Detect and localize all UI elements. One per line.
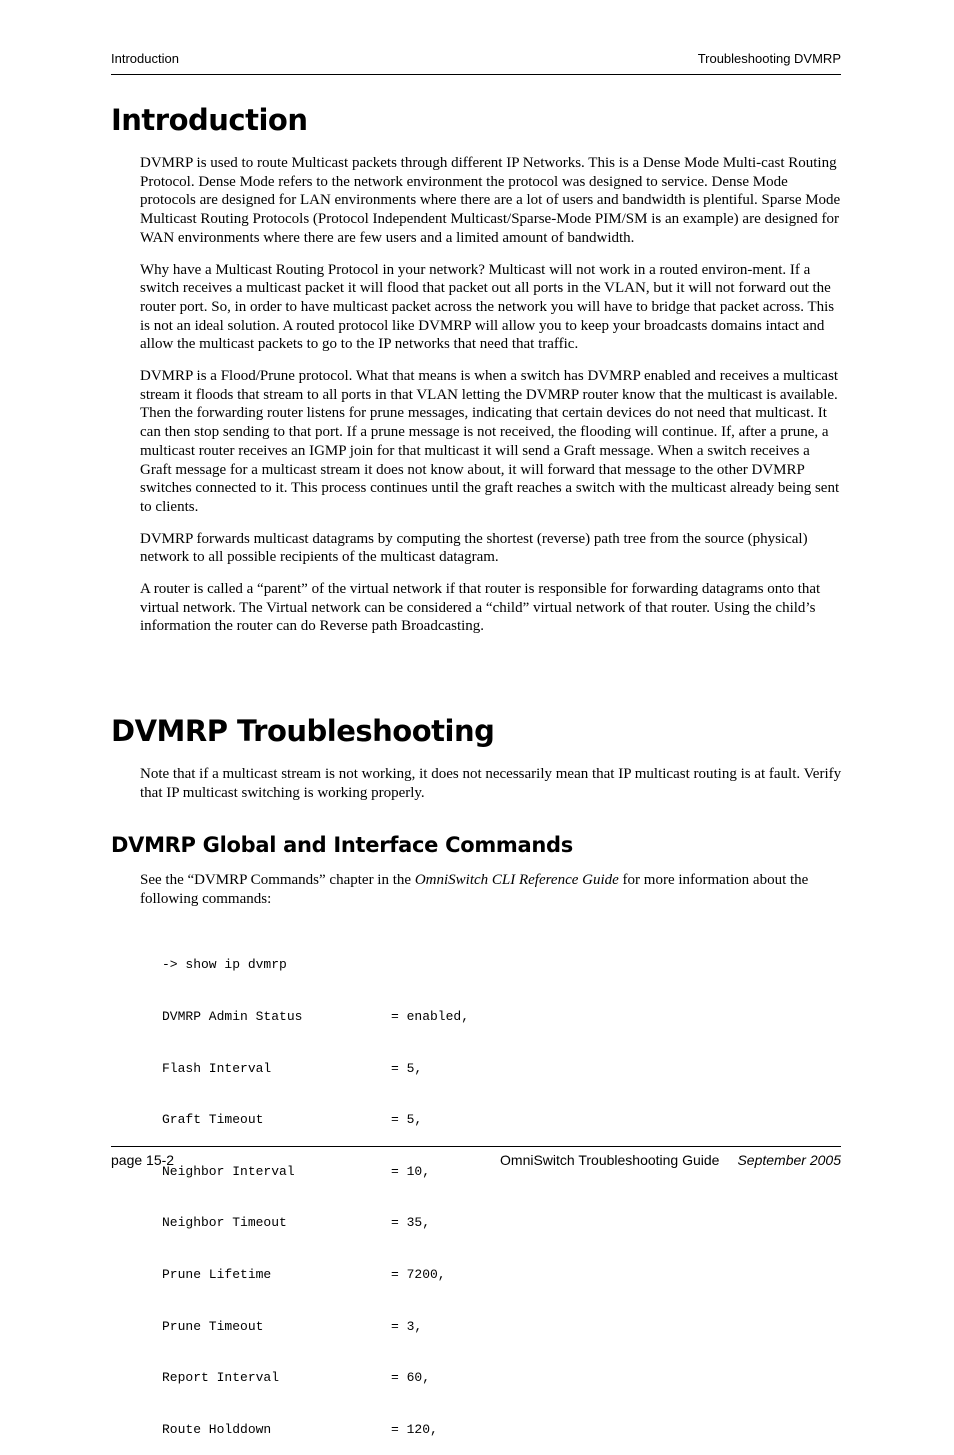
header-chapter-name: Troubleshooting DVMRP	[697, 51, 841, 66]
cli-value: = 35,	[391, 1215, 431, 1231]
intro-paragraph-3: DVMRP is a Flood/Prune protocol. What that means is when a switch has DVMRP enabled and receives a multicast stream it floods that stream to all ports in that VLAN letting the DVMRP router know that the multicast is available. Then the forwarding router listens for prune messages, indicating that certain devices do not need that multicast. It can then stop sending to that port. If a prune message is not received, the flooding will continue. If, after a prune, a multicast router receives an IGMP join for that multicast it will send a Graft message. When a switch receives a Graft message for a multicast stream it does not know about, it will forward that message to the other DVMRP switches connected to it. This process continues until the graft reaches a switch with the multicast already being sent to clients.	[140, 368, 840, 515]
publication-date: September 2005	[737, 1152, 841, 1168]
cli-output-row	[162, 1421, 469, 1438]
footer-publication	[500, 1152, 841, 1168]
page-number: page 15-2	[111, 1152, 175, 1168]
commands-intro-text-before: See the “DVMRP Commands” chapter in the	[140, 872, 415, 888]
intro-paragraph-1: DVMRP is used to route Multicast packets through different IP Networks. This is a Dense Mode Multi-cast Routing Protocol. Dense Mode refers to the network environment the protocol was designed to service. Dense Mode protocols are designed for LAN environments where there are a lot of users and bandwidth is plentiful. Sparse Mode Multicast Routing Protocols (Protocol Independent Multicast/Sparse-Mode PIM/SM is an example) are designed for WAN environments where there are few users and a limited amount of bandwidth.	[140, 155, 841, 246]
cli-value: = 3,	[391, 1318, 423, 1334]
cli-output-row	[162, 1214, 469, 1231]
cli-value: = 5,	[391, 1112, 423, 1128]
cli-value: = 120,	[391, 1421, 438, 1437]
commands-intro-text-after: for more information about the following commands:	[140, 872, 809, 907]
cli-value: = 7200,	[391, 1266, 446, 1282]
intro-paragraph-4: DVMRP forwards multicast datagrams by computing the shortest (reverse) path tree from the source (physical) network to all possible recipients of the multicast datagram.	[140, 530, 808, 566]
troubleshooting-paragraph: Note that if a multicast stream is not working, it does not necessarily mean that IP multicast routing is at fault. Verify that IP multicast switching is working properly.	[140, 766, 842, 801]
cli-output-row	[162, 1008, 469, 1025]
intro-paragraph-2: Why have a Multicast Routing Protocol in your network? Multicast will not work in a routed environ-ment. If a switch receives a multicast packet it will flood that packet out all ports in the VLAN, but it will not forward out the router port. So, in order to have multicast packet across the network you will have to bridge that packet across. This is not an ideal solution. A routed protocol like DVMRP will allow you to keep your broadcasts domains intact and allow the multicast packets to go to the IP networks that need that traffic.	[140, 261, 835, 353]
commands-intro	[140, 871, 842, 921]
cli-reference-guide-title: OmniSwitch CLI Reference Guide	[414, 872, 619, 888]
cli-output-block	[162, 922, 469, 1455]
dvmrp-troubleshooting-heading: DVMRP Troubleshooting	[111, 714, 495, 748]
page-footer	[111, 1146, 841, 1169]
troubleshooting-body	[140, 765, 842, 815]
cli-key: Graft Timeout	[162, 1112, 264, 1128]
header-section-name: Introduction	[111, 51, 179, 66]
guide-title: OmniSwitch Troubleshooting Guide	[500, 1152, 720, 1168]
cli-output-row	[162, 1060, 469, 1077]
introduction-body	[140, 154, 842, 649]
cli-value: = 60,	[391, 1370, 431, 1386]
page-header	[111, 51, 841, 75]
cli-value: = 5,	[391, 1060, 423, 1076]
cli-key: Prune Lifetime	[162, 1266, 272, 1282]
cli-key: Flash Interval	[162, 1060, 272, 1076]
cli-output-row	[162, 1369, 469, 1386]
cli-key: Route Holddown	[162, 1421, 272, 1437]
cli-key: Neighbor Interval	[162, 1163, 295, 1179]
cli-key: DVMRP Admin Status	[162, 1009, 303, 1024]
introduction-heading: Introduction	[111, 103, 308, 137]
cli-value: = enabled,	[391, 1009, 470, 1024]
cli-key: Neighbor Timeout	[162, 1215, 287, 1231]
cli-output-row	[162, 1318, 469, 1335]
intro-paragraph-5: A router is called a “parent” of the virtual network if that router is responsible for forwarding datagrams onto that virtual network. The Virtual network can be considered a “child” virtual network of that router. Using the child’s information the router can do Reverse path Broadcasting.	[140, 581, 821, 635]
cli-output-row	[162, 1266, 469, 1283]
cli-output-row	[162, 1111, 469, 1128]
cli-value: = 10,	[391, 1163, 431, 1179]
commands-intro-paragraph	[140, 871, 842, 908]
cli-key: Prune Timeout	[162, 1318, 264, 1334]
cli-prompt: -> show ip dvmrp	[162, 957, 287, 973]
commands-heading: DVMRP Global and Interface Commands	[111, 833, 573, 857]
cli-key: Report Interval	[162, 1370, 280, 1386]
